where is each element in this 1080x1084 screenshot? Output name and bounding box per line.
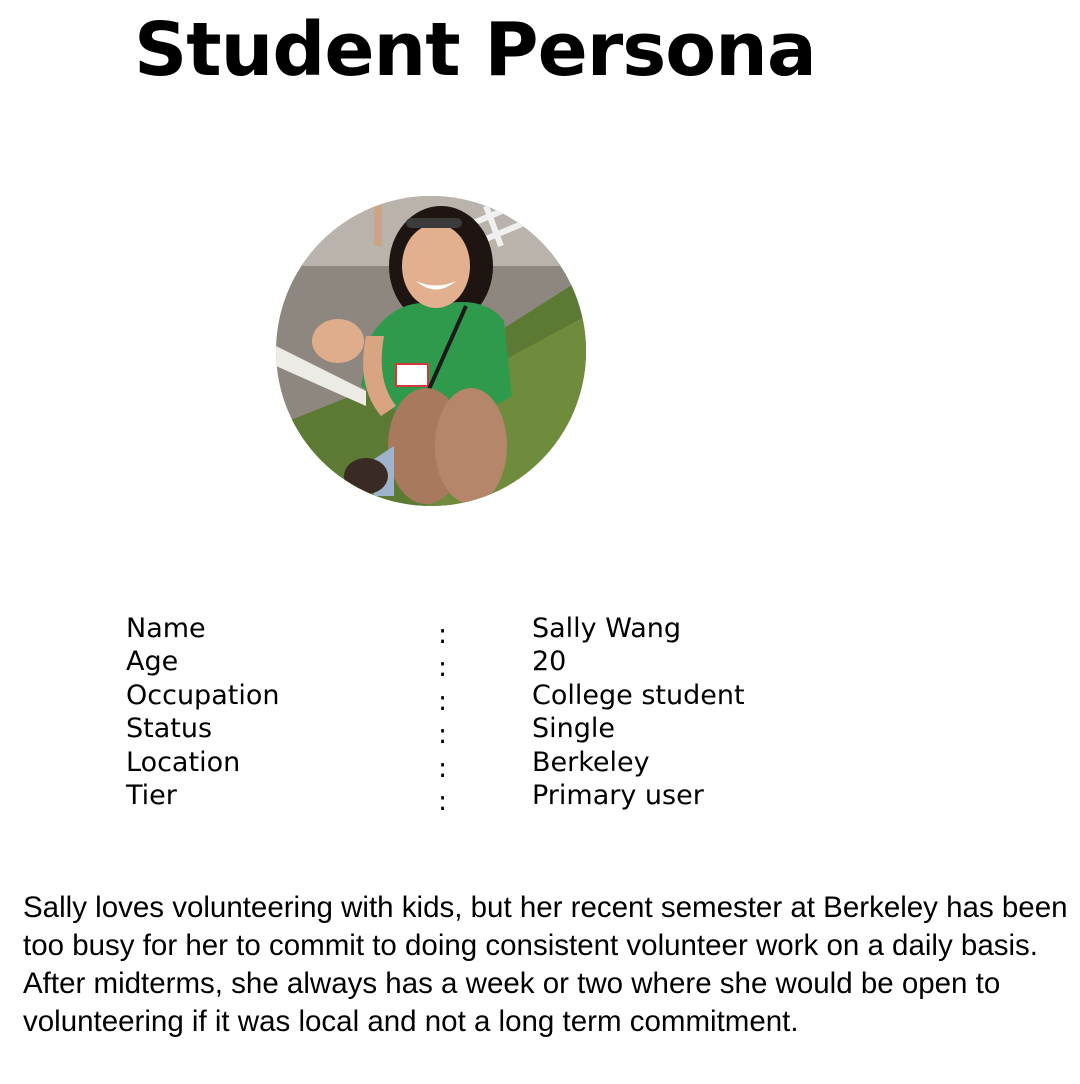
face [402, 224, 470, 308]
name-tag [396, 364, 428, 386]
info-colon: : [438, 752, 448, 784]
shoe [344, 458, 388, 494]
right-knee [435, 388, 507, 504]
info-label: Status [126, 713, 213, 745]
info-colon: : [438, 785, 448, 817]
waving-hand [312, 319, 364, 363]
info-value: College student [532, 679, 745, 711]
page-title: Student Persona [134, 7, 816, 93]
info-value: Single [532, 713, 616, 745]
info-label: Name [126, 613, 206, 644]
info-colon: : [438, 652, 448, 684]
info-value: Sally Wang [532, 613, 682, 644]
info-label: Location [126, 746, 241, 778]
info-colon: : [438, 619, 448, 650]
persona-photo [276, 196, 586, 506]
info-label: Tier [126, 779, 177, 811]
persona-bio: Sally loves volunteering with kids, but her recent semester at Berkeley has been too busy for her to commit to doing consistent volunteer work on a daily basis. After midterms, she always has a week or two where she would be open to volunteering if it was local and not a long term commitment. [23, 891, 1068, 1038]
background-legs [374, 196, 382, 246]
info-label: Occupation [126, 679, 280, 711]
info-colon: : [438, 719, 448, 751]
persona-photo-illustration [276, 196, 586, 506]
info-value: Primary user [532, 779, 704, 811]
info-value: 20 [532, 646, 567, 678]
info-label: Age [126, 646, 179, 678]
info-colon: : [438, 685, 448, 717]
sunglasses [406, 218, 462, 228]
info-value: Berkeley [532, 746, 650, 778]
